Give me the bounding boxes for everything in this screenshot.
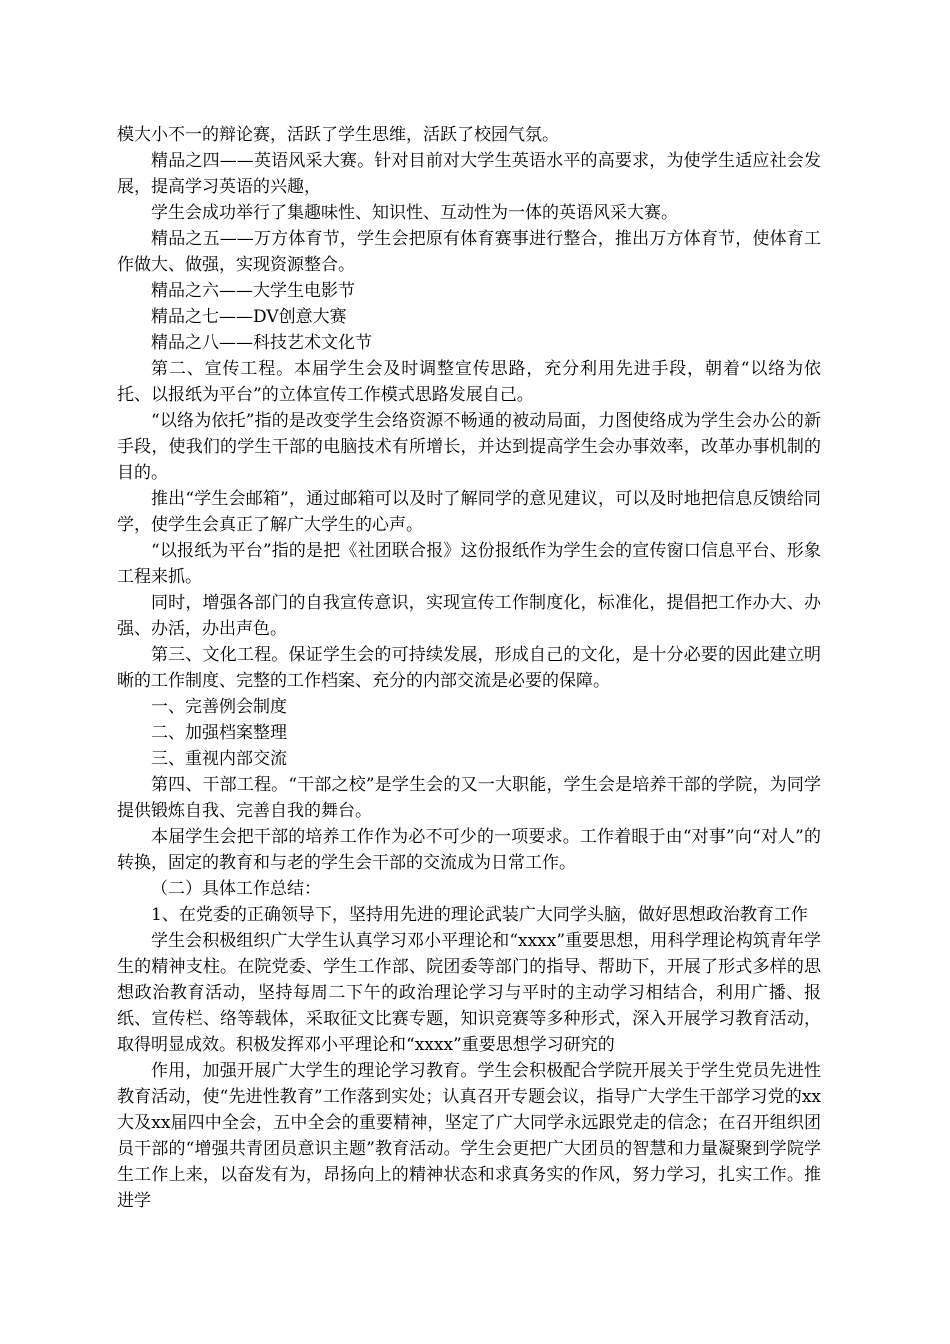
paragraph: 本届学生会把干部的培养工作作为必不可少的一项要求。工作着眼于由“对事”向“对人”的转换，固定的教育和与老的学生会干部的交流成为日常工作。 (117, 827, 821, 873)
paragraph: 二、加强档案整理 (151, 723, 287, 743)
paragraph: 学生会成功举行了集趣味性、知识性、互动性为一体的英语风采大赛。 (151, 203, 678, 223)
document-body (117, 122, 821, 1214)
paragraph: 精品之五——万方体育节，学生会把原有体育赛事进行整合，推出万方体育节，使体育工作做大、做强，实现资源整合。 (117, 229, 821, 275)
paragraph: 三、重视内部交流 (151, 749, 287, 769)
paragraph: 第二、宣传工程。本届学生会及时调整宣传思路，充分利用先进手段，朝着“以络为依托、以报纸为平台”的立体宣传工作模式思路发展自己。 (117, 359, 821, 405)
paragraph: 第三、文化工程。保证学生会的可持续发展，形成自己的文化，是十分必要的因此建立明晰的工作制度、完整的工作档案、充分的内部交流是必要的保障。 (117, 645, 821, 691)
paragraph: 精品之六——大学生电影节 (151, 281, 355, 301)
paragraph: 学生会积极组织广大学生认真学习邓小平理论和“xxxx”重要思想，用科学理论构筑青年学生的精神支柱。在院党委、学生工作部、院团委等部门的指导、帮助下，开展了形式多样的思想政治教育活动，坚持每周二下午的政治理论学习与平时的主动学习相结合，利用广播、报纸、宣传栏、络等载体，采取征文比赛专题，知识竞赛等多种形式，深入开展学习教育活动，取得明显成效。积极发挥邓小平理论和“xxxx”重要思想学习研究的 (117, 931, 821, 1055)
paragraph: 1、在党委的正确领导下，坚持用先进的理论武装广大同学头脑，做好思想政治教育工作 (151, 905, 808, 925)
paragraph: 精品之七——DV创意大赛 (151, 307, 347, 327)
paragraph: 作用，加强开展广大学生的理论学习教育。学生会积极配合学院开展关于学生党员先进性教育活动，使“先进性教育”工作落到实处；认真召开专题会议，指导广大学生干部学习党的xx大及xx届四中全会，五中全会的重要精神，坚定了广大同学永远跟党走的信念；在召开组织团员干部的“增强共青团员意识主题”教育活动。学生会更把广大团员的智慧和力量凝聚到学院学生工作上来，以奋发有为，昂扬向上的精神状态和求真务实的作风，努力学习，扎实工作。推进学 (117, 1061, 821, 1211)
paragraph: 第四、干部工程。“干部之校”是学生会的又一大职能，学生会是培养干部的学院，为同学提供锻炼自我、完善自我的舞台。 (117, 775, 821, 821)
paragraph: “以络为依托”指的是改变学生会络资源不畅通的被动局面，力图使络成为学生会办公的新手段，使我们的学生干部的电脑技术有所增长，并达到提高学生会办事效率，改革办事机制的目的。 (117, 411, 821, 483)
paragraph: 精品之四——英语风采大赛。针对目前对大学生英语水平的高要求，为使学生适应社会发展，提高学习英语的兴趣， (117, 151, 821, 197)
paragraph: （二）具体工作总结： (151, 879, 321, 899)
paragraph: 推出“学生会邮箱”，通过邮箱可以及时了解同学的意见建议，可以及时地把信息反馈给同学，使学生会真正了解广大学生的心声。 (117, 489, 821, 535)
paragraph: 同时，增强各部门的自我宣传意识，实现宣传工作制度化，标准化，提倡把工作办大、办强、办活，办出声色。 (117, 593, 821, 639)
paragraph: 模大小不一的辩论赛，活跃了学生思维，活跃了校园气氛。 (117, 125, 559, 145)
paragraph: 一、完善例会制度 (151, 697, 287, 717)
paragraph: 精品之八——科技艺术文化节 (151, 333, 372, 353)
paragraph: “以报纸为平台”指的是把《社团联合报》这份报纸作为学生会的宣传窗口信息平台、形象工程来抓。 (117, 541, 821, 587)
